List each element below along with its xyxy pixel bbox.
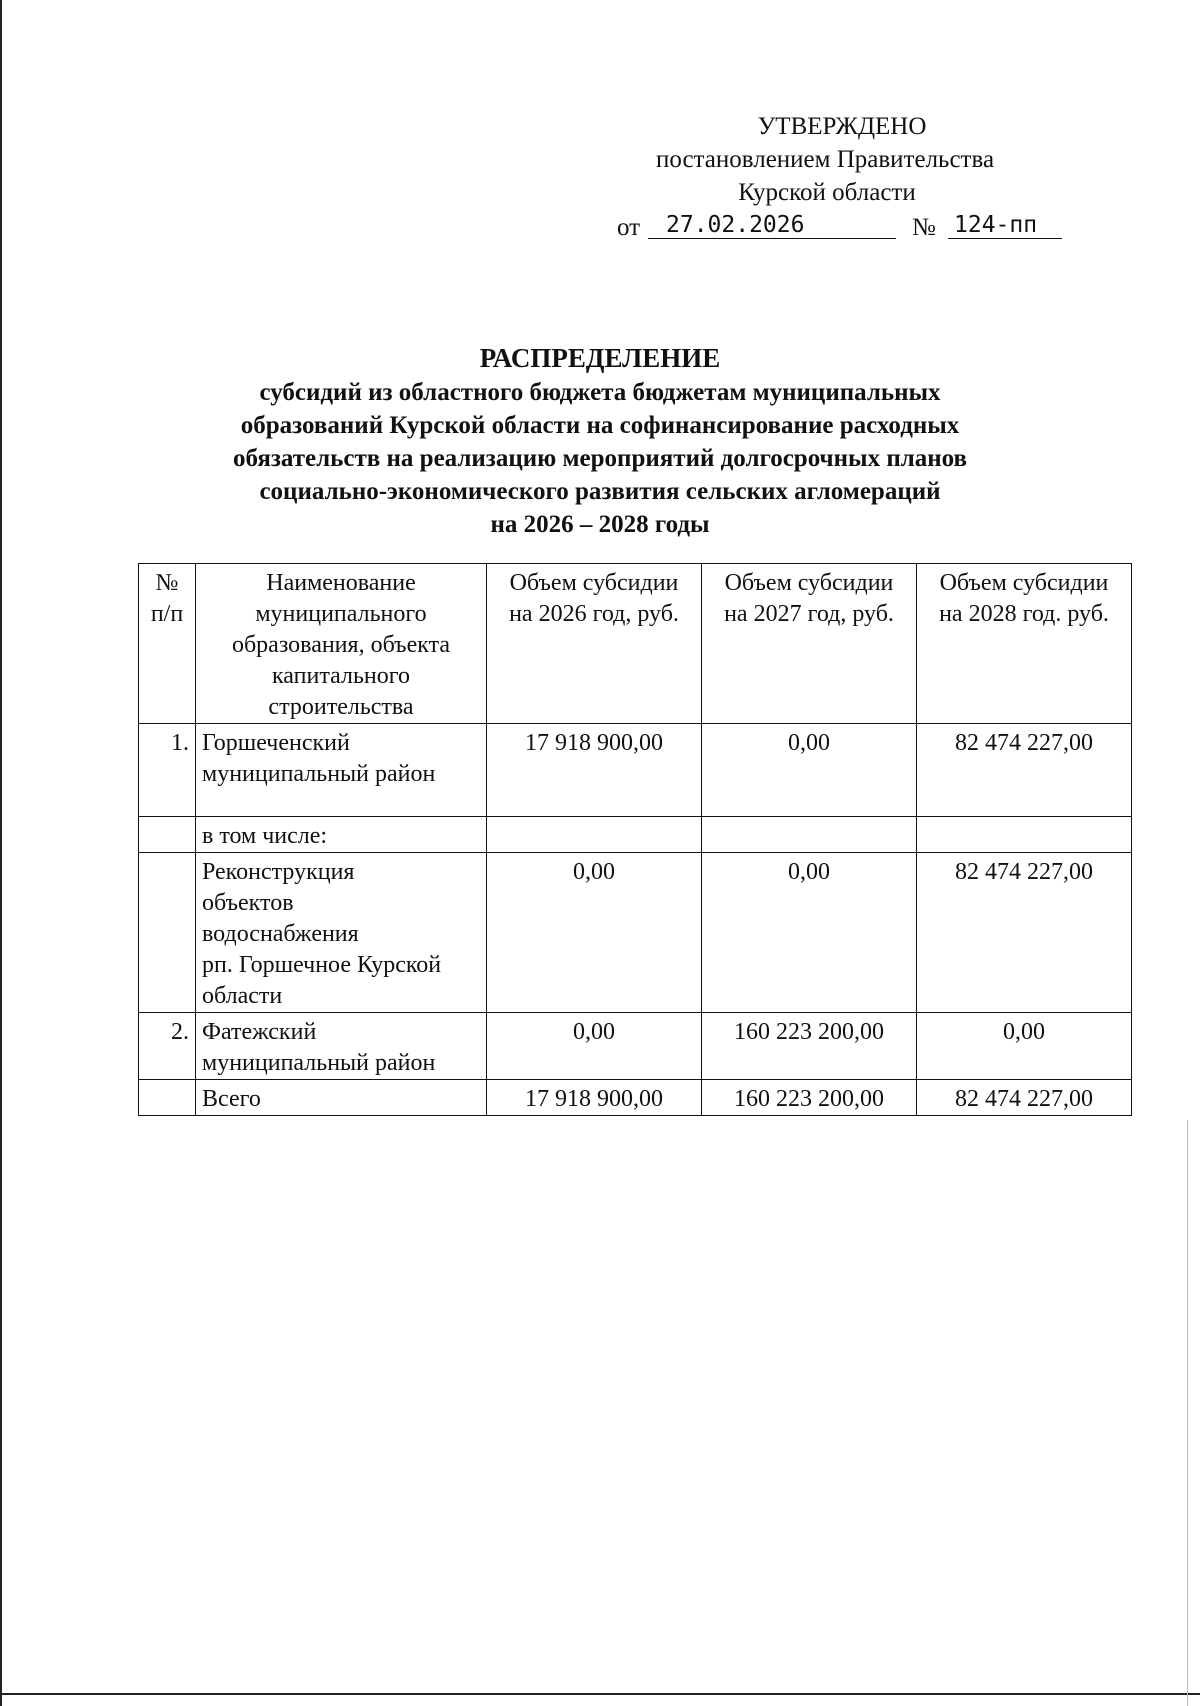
row-value-2026: 0,00 <box>487 853 702 1013</box>
decree-date: 27.02.2026 <box>648 209 896 239</box>
row-value-2028 <box>917 817 1132 853</box>
header-2026-line: Объем субсидии <box>509 570 679 596</box>
header-2027 <box>702 564 917 724</box>
table-header-row <box>139 564 1132 724</box>
header-no-line: п/п <box>150 601 184 627</box>
row-name-line: в том числе: <box>202 823 328 849</box>
header-2026 <box>487 564 702 724</box>
table-row <box>139 1013 1132 1080</box>
title-line-5: на 2026 – 2028 годы <box>490 511 710 538</box>
header-name <box>196 564 487 724</box>
title-line-3: обязательств на реализацию мероприятий долгосрочных планов <box>232 445 968 472</box>
header-2026-line: на 2026 год, руб. <box>509 601 679 627</box>
row-name <box>196 1013 487 1080</box>
row-value-2026: 17 918 900,00 <box>487 724 702 817</box>
document-title <box>140 340 1060 541</box>
row-name-line: области <box>202 983 283 1009</box>
title-heading: РАСПРЕДЕЛЕНИЕ <box>479 343 721 373</box>
table-row <box>139 853 1132 1013</box>
header-no <box>139 564 196 724</box>
row-name <box>196 817 487 853</box>
page-left-edge <box>0 0 2 1706</box>
approval-block <box>560 110 1060 245</box>
title-line-4: социально-экономического развития сельских агломераций <box>259 478 941 505</box>
row-value-2026: 0,00 <box>487 1013 702 1080</box>
header-name-line: муниципального <box>255 601 427 627</box>
header-2028-line: Объем субсидии <box>939 570 1109 596</box>
row-value-2027: 0,00 <box>702 853 917 1013</box>
row-name-line: объектов <box>202 890 294 916</box>
approval-line-3: Курской области <box>738 179 916 206</box>
approval-line-2: постановлением Правительства <box>655 146 995 173</box>
number-label: № <box>912 214 936 241</box>
row-name-line: водоснабжения <box>202 921 359 947</box>
header-name-line: строительства <box>268 694 414 720</box>
row-number: 2. <box>139 1013 196 1080</box>
total-value-2027: 160 223 200,00 <box>702 1080 917 1116</box>
row-name-line: муниципальный район <box>202 1050 436 1076</box>
header-2028 <box>917 564 1132 724</box>
row-number: 1. <box>139 724 196 817</box>
subsidy-table <box>138 563 1132 1116</box>
row-value-2026 <box>487 817 702 853</box>
approved-label: УТВЕРЖДЕНО <box>757 113 927 140</box>
total-value-2028: 82 474 227,00 <box>917 1080 1132 1116</box>
table-total-row <box>139 1080 1132 1116</box>
header-no-line: № <box>155 570 179 596</box>
row-name-line: Реконструкция <box>202 859 355 885</box>
title-line-1: субсидий из областного бюджета бюджетам муниципальных <box>259 379 941 406</box>
decree-number: 124-пп <box>948 209 1062 239</box>
row-value-2027: 160 223 200,00 <box>702 1013 917 1080</box>
header-name-line: капитального <box>272 663 410 689</box>
header-2028-line: на 2028 год. руб. <box>939 601 1109 627</box>
row-name <box>196 853 487 1013</box>
row-name-line: муниципальный район <box>202 761 436 787</box>
header-2027-line: Объем субсидии <box>724 570 894 596</box>
row-name <box>196 1080 487 1116</box>
title-line-2: образований Курской области на софинансирование расходных <box>240 412 960 439</box>
row-name-line: Фатежский <box>202 1019 317 1045</box>
row-name-line: рп. Горшечное Курской <box>202 952 442 978</box>
total-value-2026: 17 918 900,00 <box>487 1080 702 1116</box>
date-number-row <box>560 209 1060 245</box>
row-number <box>139 817 196 853</box>
page-bottom-edge <box>0 1693 1200 1695</box>
row-number <box>139 853 196 1013</box>
row-number <box>139 1080 196 1116</box>
from-label: от <box>617 214 641 241</box>
row-value-2027 <box>702 817 917 853</box>
row-name-line: Горшеченский <box>202 730 350 756</box>
row-name-line: Всего <box>202 1086 261 1112</box>
row-value-2028: 82 474 227,00 <box>917 724 1132 817</box>
page-right-edge <box>1187 1120 1188 1706</box>
header-2027-line: на 2027 год, руб. <box>724 601 894 627</box>
table-row <box>139 817 1132 853</box>
header-name-line: образования, объекта <box>231 632 451 658</box>
row-name <box>196 724 487 817</box>
row-value-2027: 0,00 <box>702 724 917 817</box>
header-name-line: Наименование <box>266 570 416 596</box>
row-value-2028: 82 474 227,00 <box>917 853 1132 1013</box>
row-value-2028: 0,00 <box>917 1013 1132 1080</box>
table-row <box>139 724 1132 817</box>
